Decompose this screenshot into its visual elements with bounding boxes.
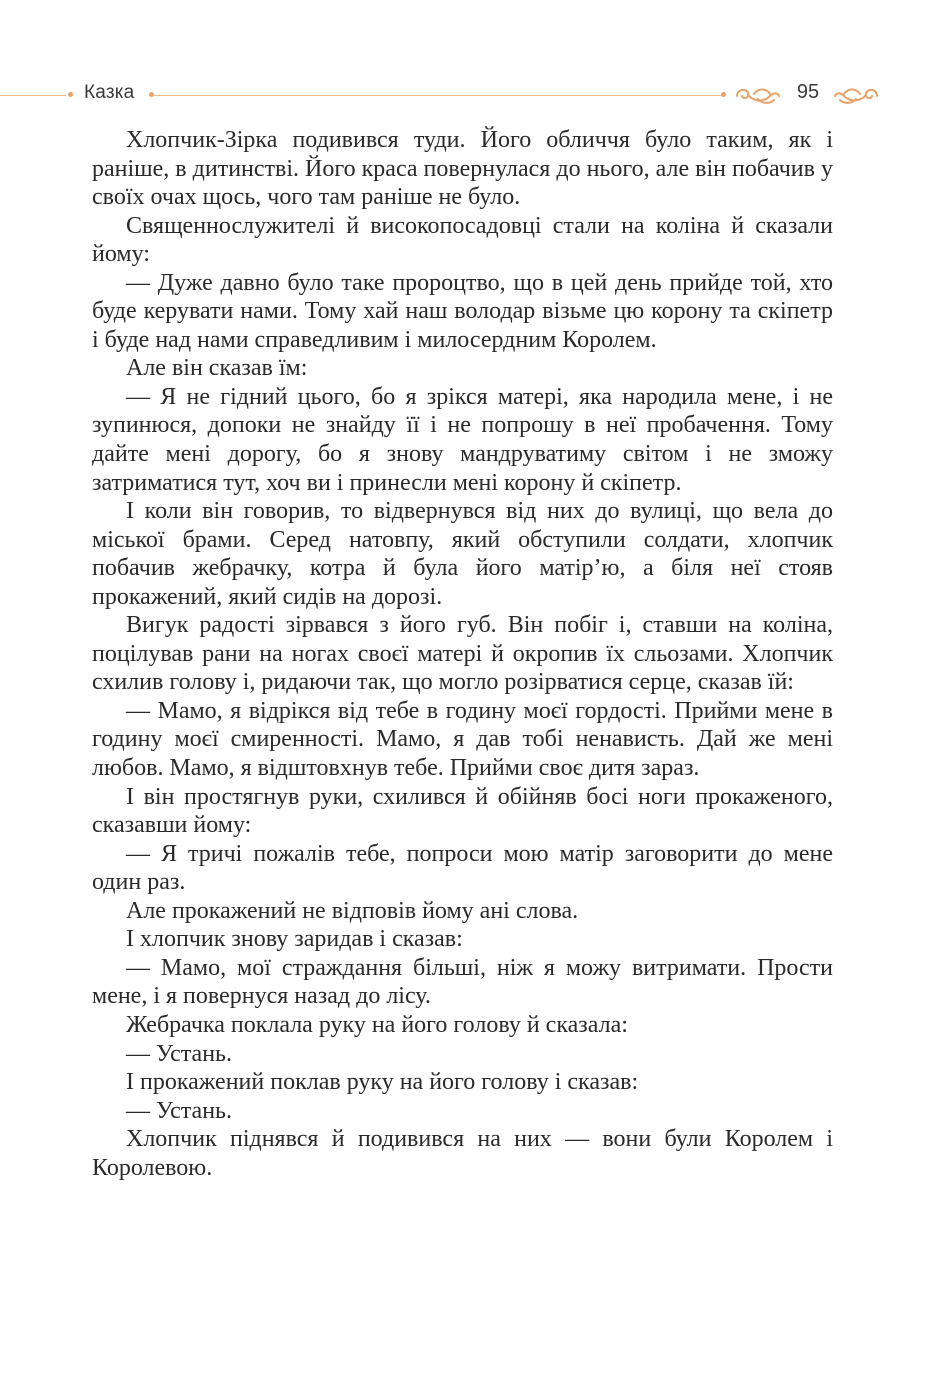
header-rule-middle	[154, 95, 722, 96]
paragraph: — Устань.	[126, 1097, 232, 1124]
paragraph: І хлопчик знову заридав і сказав:	[126, 926, 463, 953]
header-dot	[68, 92, 73, 97]
paragraph: Священнослужителі й високопосадовці стали на коліна й сказали йому:	[92, 212, 833, 268]
paragraph: — Я не гідний цього, бо я зрікся матері, яка народила мене, і не зупинюся, допоки не знайду її і не попрошу в неї пробачення. Тому дайте мені дорогу, бо я знову мандруватиму світом і не зможу затриматися тут, хоч ви і принесли мені корону й скіпетр.	[92, 383, 833, 496]
story-text	[92, 126, 833, 1182]
paragraph: Але прокажений не відповів йому ані слова.	[126, 897, 579, 924]
scroll-ornament-icon	[832, 82, 880, 108]
scroll-ornament-icon	[734, 82, 782, 108]
header-rule-left	[0, 95, 66, 96]
section-title: Казка	[84, 82, 135, 103]
paragraph: — Мамо, мої страждання більші, ніж я можу витримати. Прости мене, і я повернуся назад до лісу.	[92, 954, 833, 1010]
page-number: 95	[796, 81, 820, 103]
paragraph: — Дуже давно було таке пророцтво, що в цей день прийде той, хто буде керувати нами. Тому хай наш володар візьме цю корону та скіпетр і буде над нами справедливим і милосердним Королем.	[92, 269, 833, 353]
paragraph: — Мамо, я відрікся від тебе в годину моєї гордості. Прийми мене в годину моєї смиренності. Мамо, я дав тобі ненависть. Дай же мені любов. Мамо, я відштовхнув тебе. Прийми своє дитя зараз.	[92, 697, 833, 782]
paragraph: Але він сказав їм:	[126, 355, 308, 382]
paragraph: Вигук радості зірвався з його губ. Він побіг і, ставши на коліна, поцілував рани на ногах своєї матері й окропив їх сльозами. Хлопчик схилив голову і, ридаючи так, що могло розірватися серце, сказав їй:	[92, 612, 833, 696]
paragraph: Хлопчик піднявся й подивився на них — вони були Королем і Королевою.	[92, 1126, 833, 1181]
paragraph: І прокажений поклав руку на його голову і сказав:	[126, 1069, 639, 1096]
paragraph: І коли він говорив, то відвернувся від них до вулиці, що вела до міської брами. Серед натовпу, який обступили солдати, хлопчик побачив жебрачку, котра й була його матір’ю, а біля неї стояв прокажений, який сидів на дорозі.	[92, 498, 833, 610]
paragraph: Жебрачка поклала руку на його голову й сказала:	[126, 1011, 628, 1038]
header-dot	[721, 92, 726, 97]
running-header	[0, 80, 952, 112]
paragraph: Хлопчик-Зірка подивився туди. Його обличчя було таким, як і раніше, в дитинстві. Його краса повернулася до нього, але він побачив у своїх очах щось, чого там раніше не було.	[92, 127, 833, 211]
paragraph: — Устань.	[126, 1040, 232, 1067]
paragraph: — Я тричі пожалів тебе, попроси мою матір заговорити до мене один раз.	[92, 840, 833, 896]
paragraph: І він простягнув руки, схилився й обійняв босі ноги прокаженого, сказавши йому:	[92, 783, 833, 839]
